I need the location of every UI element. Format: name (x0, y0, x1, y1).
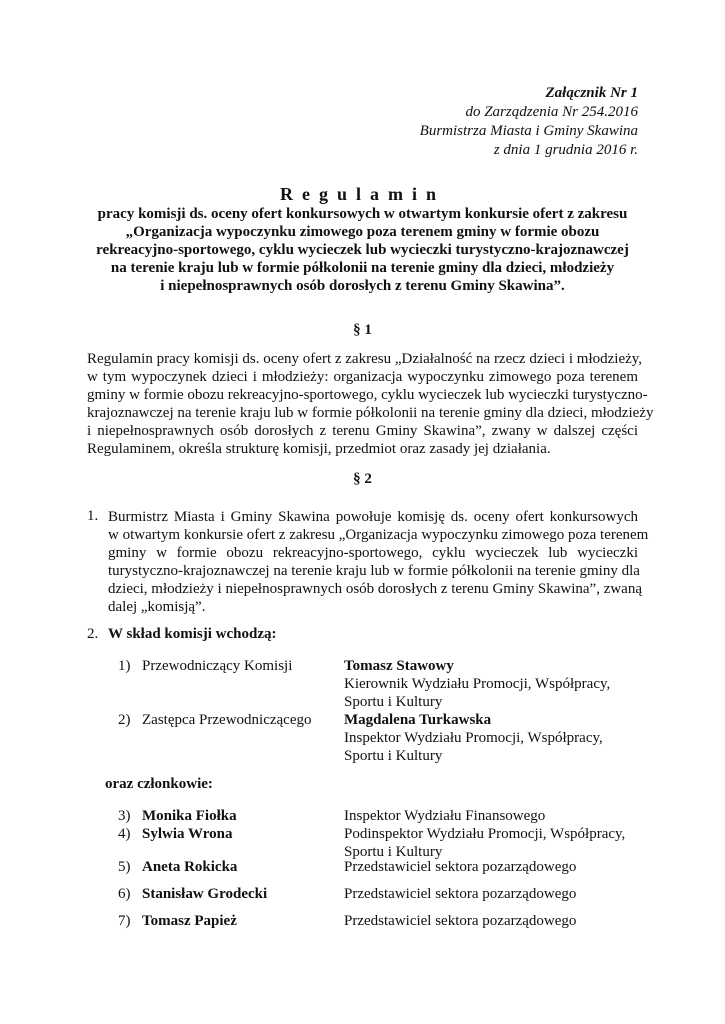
row-position: Inspektor Wydziału Promocji, Współpracy, (344, 730, 603, 746)
item-1-text (108, 508, 649, 616)
paragraph-line: Burmistrz Miasta i Gminy Skawina powołuje komisję ds. oceny ofert konkursowych (108, 509, 638, 525)
row-number: 7) (118, 913, 131, 929)
row-number: 6) (118, 886, 131, 902)
paragraph-line: dalej „komisją”. (108, 599, 206, 615)
member-row (118, 825, 638, 861)
paragraph-line: Regulaminem, określa strukturę komisji, przedmiot oraz zasady jej działania. (87, 441, 551, 457)
annex-ordinance: do Zarządzenia Nr 254.2016 (465, 104, 638, 120)
row-number: 3) (118, 808, 131, 824)
annex-number: Załącznik Nr 1 (545, 85, 638, 101)
row-position: Podinspektor Wydziału Promocji, Współpracy, (344, 826, 626, 842)
row-position-cont: Sportu i Kultury (344, 694, 443, 710)
subtitle-line: i niepełnosprawnych osób dorosłych z terenu Gminy Skawina”. (160, 278, 565, 294)
row-position: Kierownik Wydziału Promocji, Współpracy, (344, 676, 611, 692)
row-position: Inspektor Wydziału Finansowego (344, 808, 546, 824)
row-position-cont: Sportu i Kultury (344, 748, 443, 764)
item-2-number: 2. (87, 626, 99, 642)
document-subtitle (0, 205, 725, 295)
paragraph-line: w otwartym konkursie ofert z zakresu „Organizacja wypoczynku zimowego poza terenem (108, 527, 649, 543)
committee-chair-row (118, 657, 638, 711)
section-2-heading: § 2 (353, 471, 372, 487)
member-row (118, 858, 638, 876)
members-heading: oraz członkowie: (105, 776, 213, 792)
row-name: Stanisław Grodecki (142, 886, 268, 902)
member-row (118, 912, 638, 930)
row-number: 1) (118, 658, 131, 674)
row-name: Tomasz Papież (142, 913, 237, 929)
paragraph-line: dzieci, młodzieży i niepełnosprawnych osób dorosłych z terenu Gminy Skawina”, zwaną (108, 581, 643, 597)
row-number: 4) (118, 826, 131, 842)
paragraph-line: w tym wypoczynek dzieci i młodzieży: organizacja wypoczynku zimowego poza terenem (87, 369, 638, 385)
annex-header (420, 84, 638, 160)
row-name: Monika Fiołka (142, 808, 237, 824)
row-name: Aneta Rokicka (142, 859, 238, 875)
member-row (118, 807, 638, 825)
row-role: Przewodniczący Komisji (142, 658, 293, 674)
row-position: Przedstawiciel sektora pozarządowego (344, 886, 577, 902)
row-role: Zastępca Przewodniczącego (142, 712, 312, 728)
annex-issuer: Burmistrza Miasta i Gminy Skawina (419, 123, 638, 139)
row-position-cont: Sportu i Kultury (344, 844, 443, 860)
row-name: Tomasz Stawowy (344, 658, 454, 674)
annex-date: z dnia 1 grudnia 2016 r. (493, 142, 638, 158)
paragraph-line: gminy w formie obozu rekreacyjno-sportowego, cyklu wycieczek lub wycieczki turystyczno- (87, 387, 648, 403)
row-position: Przedstawiciel sektora pozarządowego (344, 859, 577, 875)
committee-vice-chair-row (118, 711, 638, 765)
item-2-label: W skład komisji wchodzą: (108, 626, 277, 642)
row-name: Magdalena Turkawska (344, 712, 492, 728)
paragraph-line: i niepełnosprawnych osób dorosłych z terenu Gminy Skawina”, zwany w dalszej części (87, 423, 638, 439)
row-position: Przedstawiciel sektora pozarządowego (344, 913, 577, 929)
row-number: 2) (118, 712, 131, 728)
subtitle-line: pracy komisji ds. oceny ofert konkursowych w otwartym konkursie ofert z zakresu (97, 206, 628, 222)
item-1-number: 1. (87, 508, 99, 524)
paragraph-line: Regulamin pracy komisji ds. oceny ofert z zakresu „Działalność na rzecz dzieci i młodzieży, (87, 351, 643, 367)
paragraph-line: krajoznawczej na terenie kraju lub w formie półkolonii na terenie gminy dla dzieci, młodzieży (87, 405, 654, 421)
paragraph-line: turystyczno-krajoznawczej na terenie kraju lub w formie półkolonii na terenie gminy dla (108, 563, 640, 579)
row-number: 5) (118, 859, 131, 875)
row-name: Sylwia Wrona (142, 826, 233, 842)
paragraph-line: gminy w formie obozu rekreacyjno-sportowego, cyklu wycieczek lub wycieczki (108, 545, 638, 561)
section-1-heading: § 1 (353, 322, 372, 338)
member-row (118, 885, 638, 903)
subtitle-line: rekreacyjno-sportowego, cyklu wycieczek lub wycieczki turystyczno-krajoznawczej (96, 242, 629, 258)
section-1-paragraph (87, 350, 654, 458)
subtitle-line: „Organizacja wypoczynku zimowego poza terenem gminy w formie obozu (125, 224, 600, 240)
subtitle-line: na terenie kraju lub w formie półkolonii na terenie gminy dla dzieci, młodzieży (110, 260, 615, 276)
document-title: Regulamin (279, 184, 445, 204)
